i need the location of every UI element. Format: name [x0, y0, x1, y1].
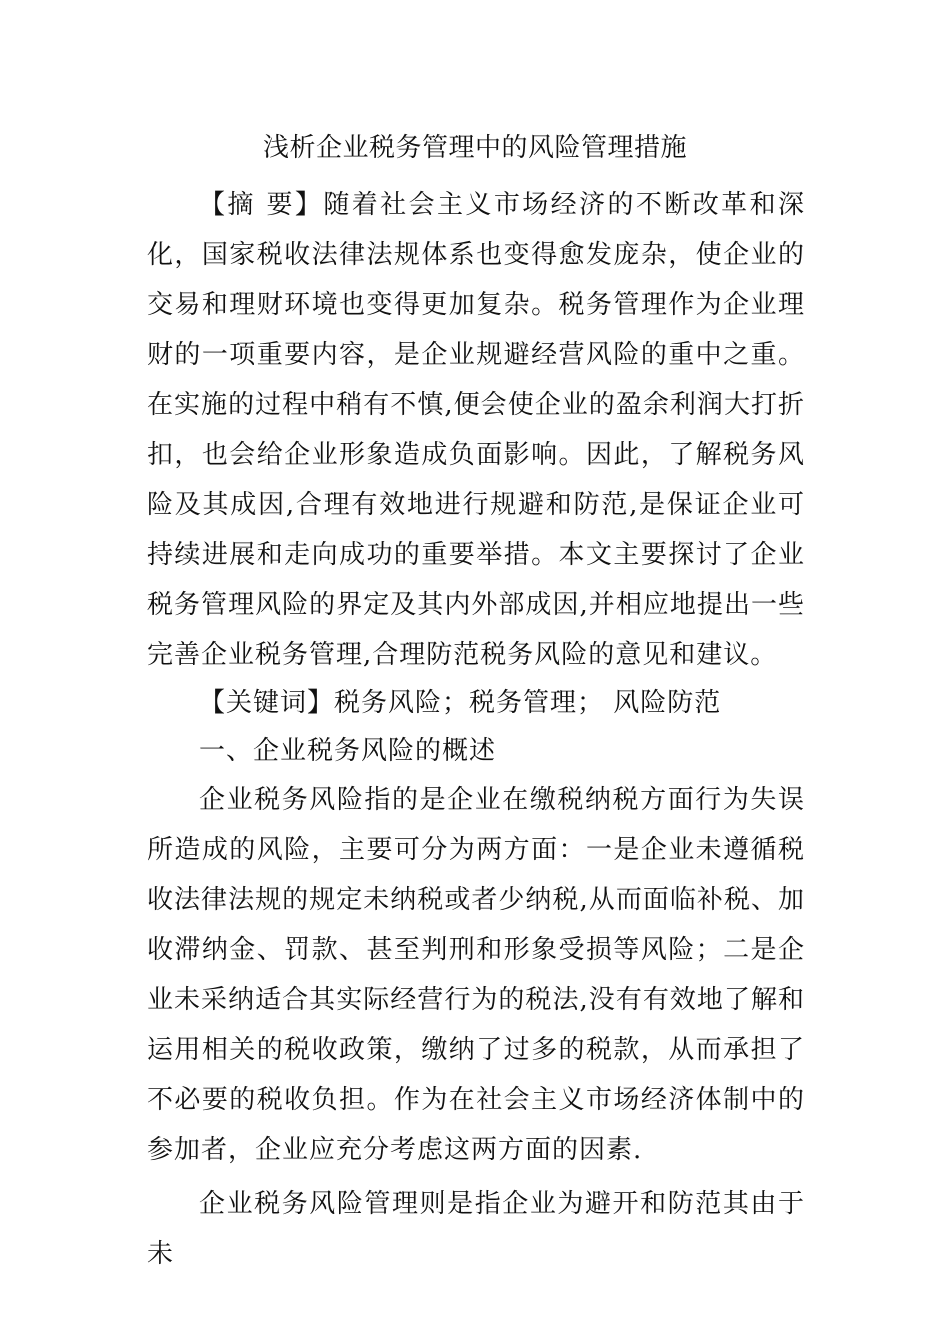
section-heading: 一、企业税务风险的概述	[199, 736, 497, 766]
keywords-label: 【关键词】	[199, 688, 335, 718]
abstract-text: 随着社会主义市场经济的不断改革和深化，国家税收法律法规体系也变得愈发庞杂，使企业的交易和理财环境也变得更加复杂。税务管理作为企业理财的一项重要内容，是企业规避经营风险的重中之重。在实施的过程中稍有不慎,便会使企业的盈余利润大打折扣，也会给企业形象造成负面影响。因此，了解税务风险及其成因,合理有效地进行规避和防范,是保证企业可持续进展和走向成功的重要举措。本文主要探讨了企业税务管理风险的界定及其内外部成因,并相应地提出一些完善企业税务管理,合理防范税务风险的意见和建议。	[147, 190, 805, 670]
keywords-paragraph	[147, 678, 805, 728]
body-paragraph: 企业税务风险管理则是指企业为避开和防范其由于未	[147, 1189, 805, 1269]
body-paragraph: 企业税务风险指的是企业在缴税纳税方面行为失误所造成的风险，主要可分为两方面：一是企业未遵循税收法律法规的规定未纳税或者少纳税,从而面临补税、加收滞纳金、罚款、甚至判刑和形象受损等风险；二是企业未采纳适合其实际经营行为的税法,没有有效地了解和运用相关的税收政策，缴纳了过多的税款，从而承担了不必要的税收负担。作为在社会主义市场经济体制中的参加者，企业应充分考虑这两方面的因素.	[147, 785, 805, 1165]
abstract-label: 【摘 要】	[199, 190, 324, 220]
document-title: 浅析企业税务管理中的风险管理措施	[262, 133, 687, 163]
keywords-text: 税务风险；税务管理； 风险防范	[334, 688, 722, 718]
abstract-paragraph	[147, 180, 805, 680]
